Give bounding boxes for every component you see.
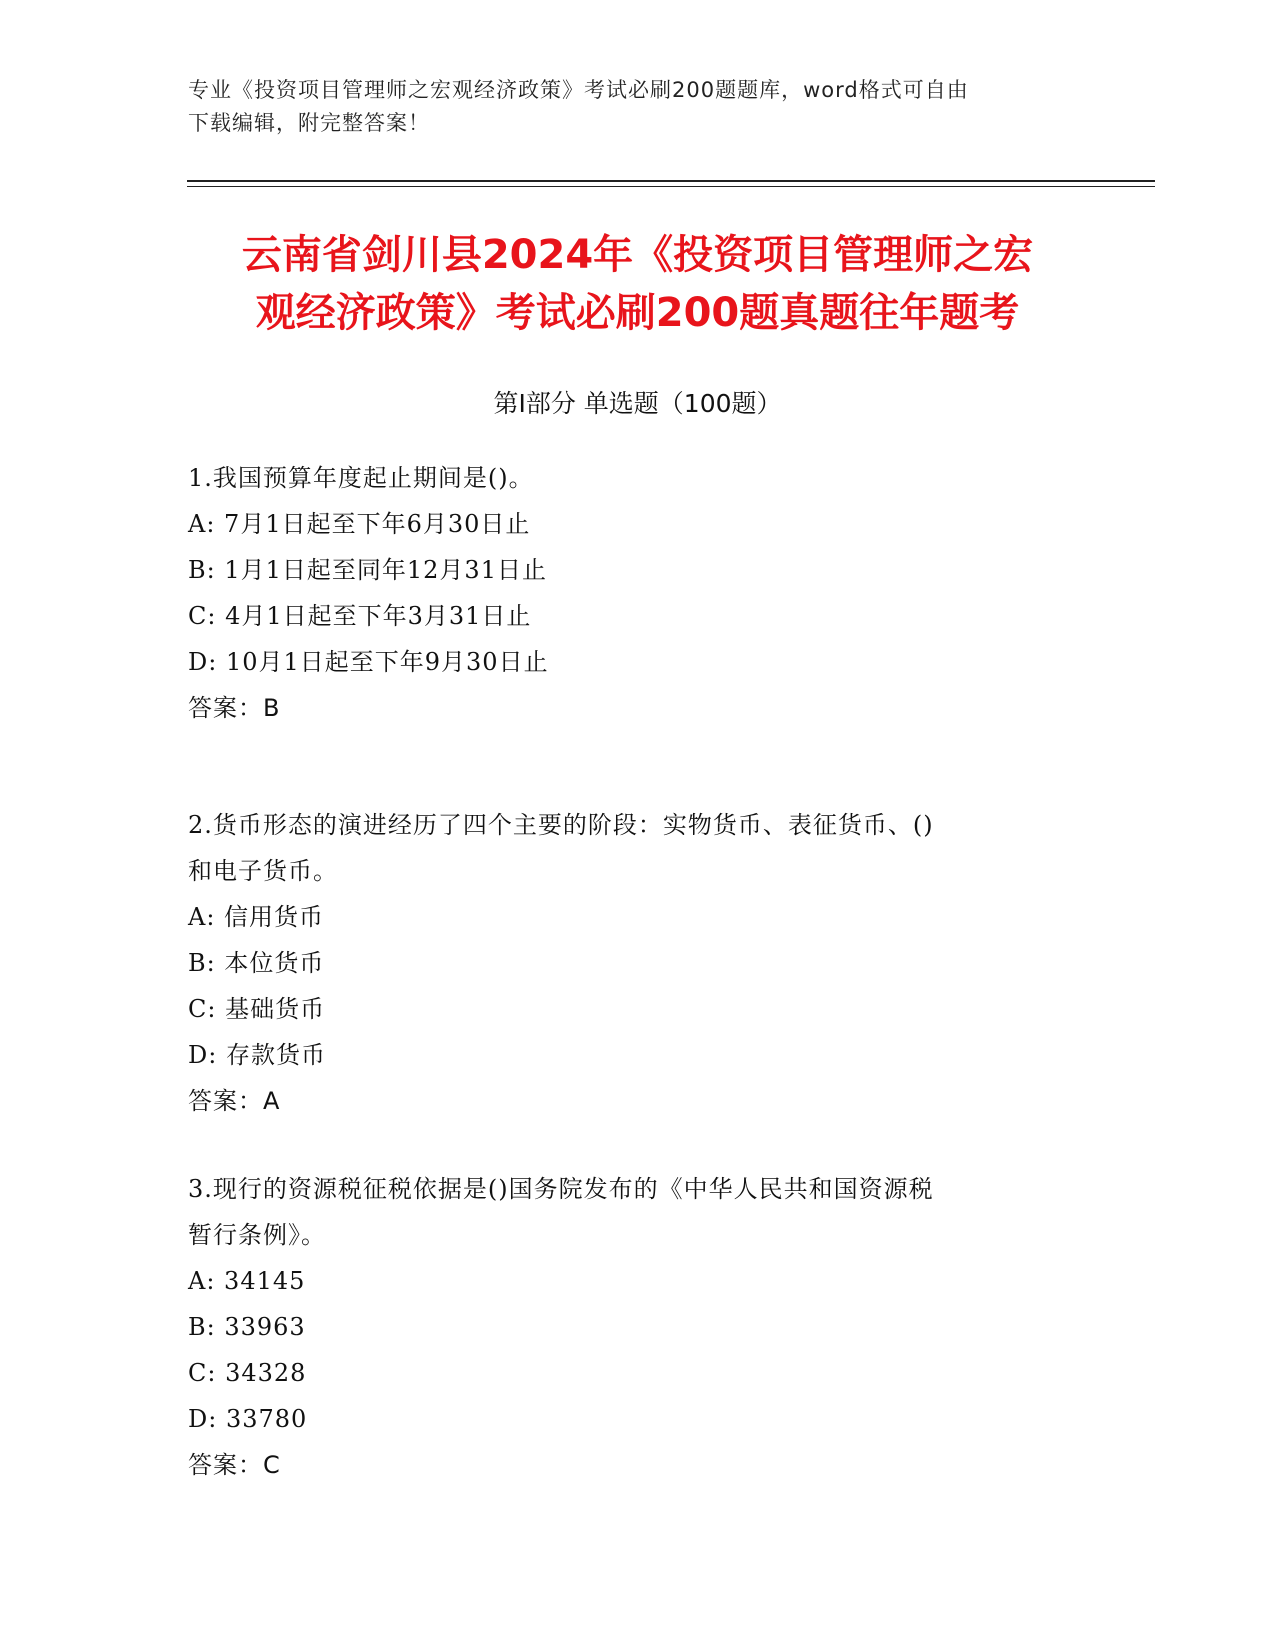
- question-1-option-c: C: 4月1日起至下年3月31日止: [188, 602, 532, 630]
- header-rule-thin: [187, 186, 1155, 187]
- document-title: [150, 226, 1125, 342]
- question-3-answer: 答案：C: [188, 1451, 281, 1479]
- header-note-line-1: 专业《投资项目管理师之宏观经济政策》考试必刷200题题库，word格式可自由: [188, 78, 969, 102]
- section-title: 第Ⅰ部分 单选题（100题）: [493, 389, 782, 418]
- question-2-option-b: B: 本位货币: [188, 949, 325, 977]
- question-3-option-b: B: 33963: [188, 1313, 306, 1341]
- document-header-note: [188, 74, 1088, 140]
- question-3-option-a: A: 34145: [188, 1267, 306, 1295]
- question-3-stem-line-1: 3.现行的资源税征税依据是()国务院发布的《中华人民共和国资源税: [188, 1175, 934, 1203]
- title-line-2: 观经济政策》考试必刷200题真题往年题考: [255, 290, 1020, 336]
- question-1-option-d: D: 10月1日起至下年9月30日止: [188, 648, 549, 676]
- title-line-1: 云南省剑川县2024年《投资项目管理师之宏: [241, 232, 1034, 278]
- question-2-option-c: C: 基础货币: [188, 995, 326, 1023]
- header-rule-thick: [187, 180, 1155, 182]
- question-2-option-a: A: 信用货币: [188, 903, 325, 931]
- question-3: [188, 1166, 1068, 1488]
- question-1-option-b: B: 1月1日起至同年12月31日止: [188, 556, 547, 584]
- question-2-option-d: D: 存款货币: [188, 1041, 326, 1069]
- question-1-answer: 答案：B: [188, 694, 281, 722]
- question-2-stem-line-2: 和电子货币。: [188, 857, 338, 885]
- question-3-option-d: D: 33780: [188, 1405, 308, 1433]
- question-3-option-c: C: 34328: [188, 1359, 307, 1387]
- question-3-stem-line-2: 暂行条例》。: [188, 1221, 326, 1249]
- question-1-option-a: A: 7月1日起至下年6月30日止: [188, 510, 531, 538]
- question-2-stem-line-1: 2.货币形态的演进经历了四个主要的阶段：实物货币、表征货币、(): [188, 811, 934, 839]
- question-2-answer: 答案：A: [188, 1087, 281, 1115]
- question-1-stem: 1.我国预算年度起止期间是()。: [188, 464, 534, 492]
- header-note-line-2: 下载编辑，附完整答案！: [188, 111, 430, 135]
- question-1: [188, 455, 1068, 731]
- question-2: [188, 802, 1068, 1124]
